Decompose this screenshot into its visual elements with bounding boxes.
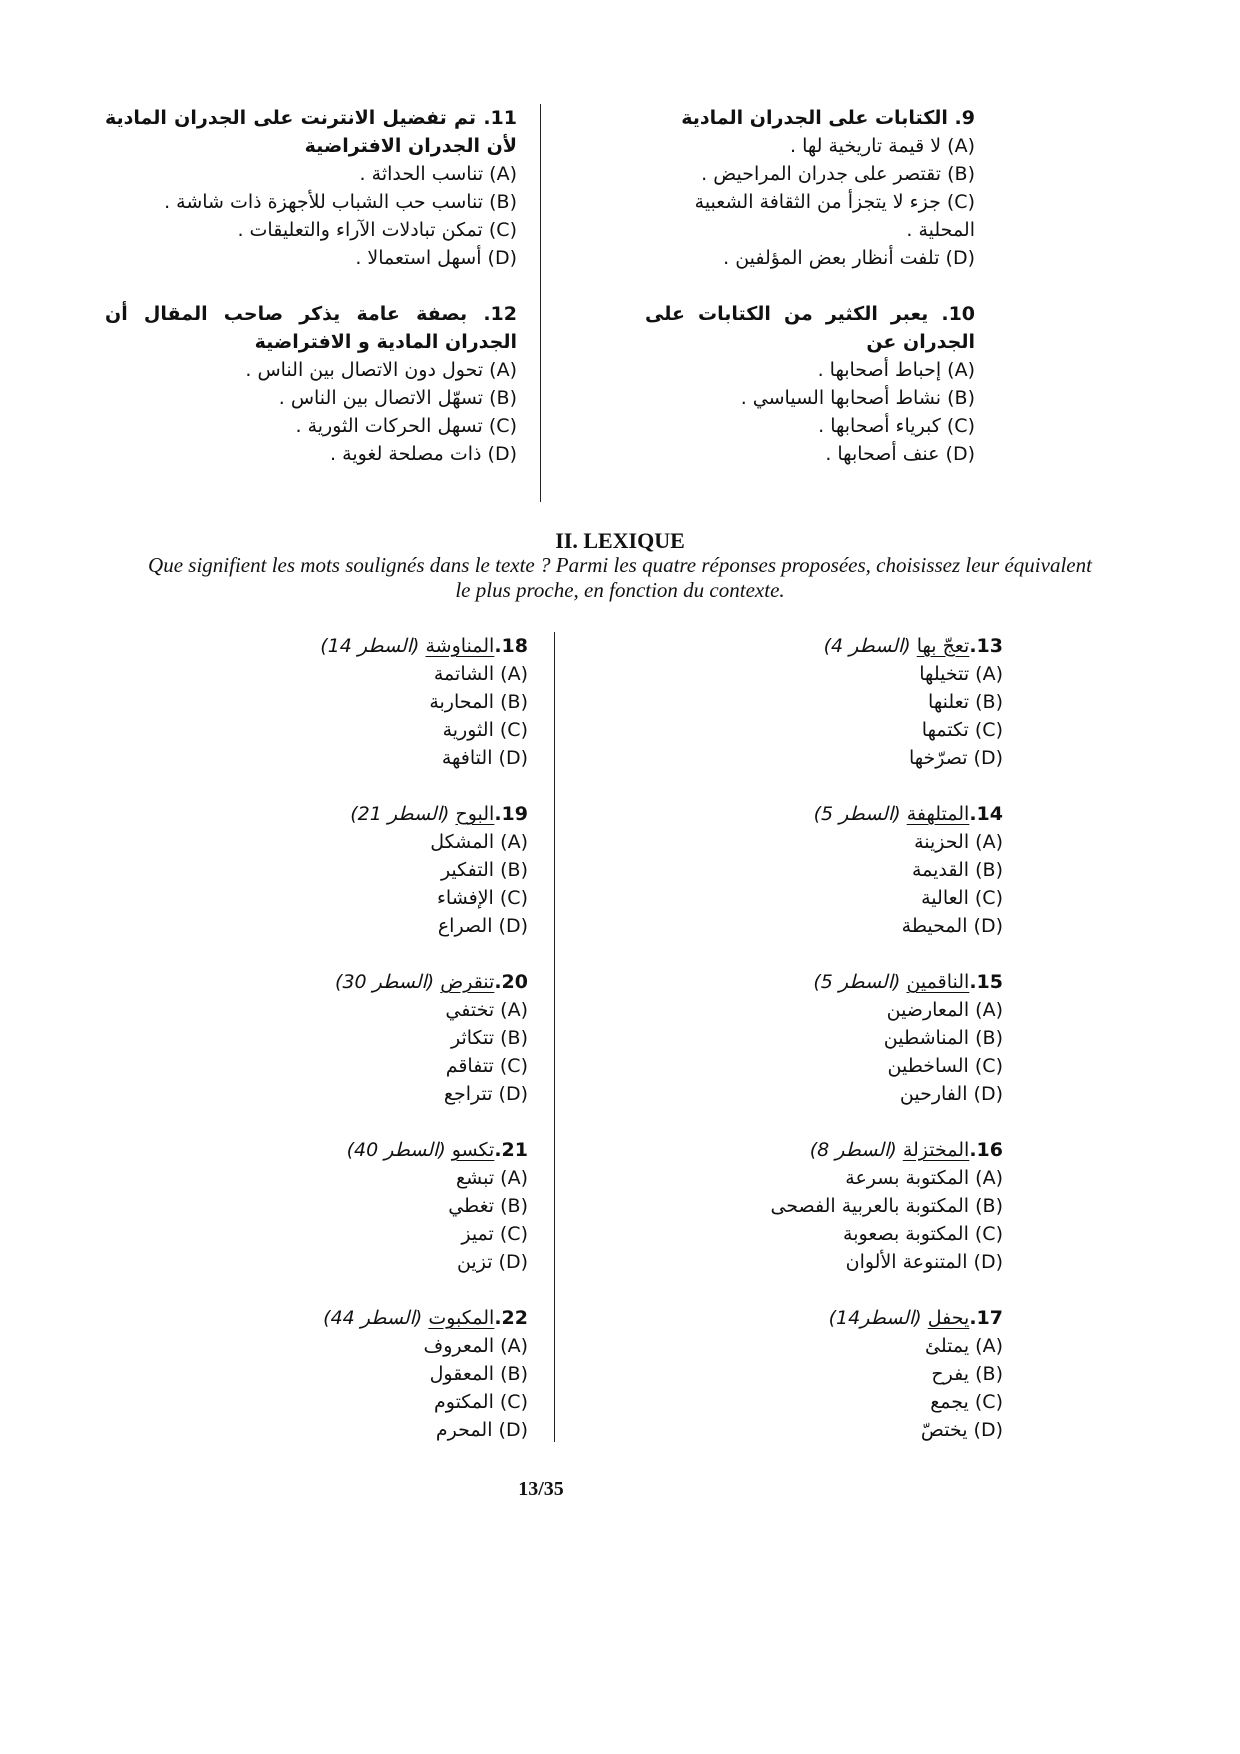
vocabulary-heading — [743, 1136, 1003, 1164]
line-reference: (السطر 5) — [813, 971, 901, 993]
line-reference: (السطر14) — [828, 1307, 922, 1329]
vocabulary-item — [743, 632, 1003, 772]
question-text: يعبر الكثير من الكتابات على الجدران عن — [645, 303, 975, 353]
question-number: 9. — [954, 107, 975, 129]
answer-option: (A) تبشع — [456, 1167, 528, 1189]
vocabulary-item — [743, 1136, 1003, 1276]
question-block — [105, 104, 517, 272]
answer-option: (D) الفارحين — [899, 1083, 1003, 1105]
answer-option: (A) تناسب الحداثة . — [359, 163, 517, 185]
question-heading — [105, 104, 517, 160]
answer-option: (B) يفرح — [931, 1363, 1003, 1385]
answer-option: (A) تختفي — [445, 999, 528, 1021]
question-heading — [645, 300, 975, 356]
answer-option: (D) يختصّ — [920, 1419, 1003, 1441]
answer-option: (B) نشاط أصحابها السياسي . — [740, 387, 975, 409]
vocabulary-heading — [743, 632, 1003, 660]
lexique-column-left — [288, 632, 528, 1472]
answer-option: (B) تعلنها — [928, 691, 1003, 713]
question-text: الكتابات على الجدران المادية — [681, 107, 948, 129]
question-number: 13. — [969, 635, 1003, 657]
question-text: بصفة عامة يذكر صاحب المقال أن الجدران المادية و الافتراضية — [105, 303, 517, 353]
underlined-word: تنقرض — [440, 971, 495, 993]
vocabulary-item — [288, 800, 528, 940]
questions-column-right — [645, 104, 975, 496]
vocabulary-item — [743, 1304, 1003, 1444]
answer-option: (C) جزء لا يتجزأ من الثقافة الشعبية المحلية . — [694, 191, 975, 241]
answer-option: (A) الشاتمة — [433, 663, 528, 685]
answer-option: (B) تناسب حب الشباب للأجهزة ذات شاشة . — [164, 191, 517, 213]
vocabulary-item — [288, 968, 528, 1108]
answer-option: (D) المحيطة — [901, 915, 1003, 937]
question-number: 10. — [941, 303, 976, 325]
answer-option: (A) المشكل — [430, 831, 528, 853]
answer-option: (B) المناشطين — [883, 1027, 1003, 1049]
answer-option: (D) ذات مصلحة لغوية . — [330, 443, 517, 465]
answer-option: (C) تمكن تبادلات الآراء والتعليقات . — [237, 219, 517, 241]
question-number: 20. — [494, 971, 528, 993]
section-title: II. LEXIQUE — [555, 528, 685, 553]
answer-option: (D) تلفت أنظار بعض المؤلفين . — [723, 247, 975, 269]
line-reference: (السطر 8) — [809, 1139, 897, 1161]
line-reference: (السطر 30) — [335, 971, 435, 993]
vocabulary-item — [288, 632, 528, 772]
underlined-word: المناوشة — [425, 635, 495, 657]
questions-column-left — [105, 104, 517, 496]
line-reference: (السطر 4) — [823, 635, 911, 657]
underlined-word: المكبوت — [428, 1307, 495, 1329]
answer-option: (D) المتنوعة الألوان — [845, 1251, 1003, 1273]
answer-option: (C) المكتوبة بصعوبة — [843, 1223, 1003, 1245]
question-number: 16. — [969, 1139, 1003, 1161]
answer-option: (B) تتكاثر — [451, 1027, 528, 1049]
vocabulary-heading — [288, 632, 528, 660]
section-instructions: Que signifient les mots soulignés dans le texte ? Parmi les quatre réponses proposées, choisissez leur équivalent le plus proche, en fonction du contexte. — [148, 553, 1092, 602]
lexique-column-right — [743, 632, 1003, 1472]
underlined-word: يحفل — [927, 1307, 970, 1329]
answer-option: (C) الثورية — [442, 719, 528, 741]
question-number: 14. — [969, 803, 1003, 825]
answer-option: (B) المحاربة — [429, 691, 528, 713]
answer-option: (B) المكتوبة بالعربية الفصحى — [770, 1195, 1003, 1217]
answer-option: (D) تتراجع — [443, 1083, 528, 1105]
answer-option: (D) التافهة — [441, 747, 528, 769]
line-reference: (السطر 5) — [813, 803, 901, 825]
question-number: 11. — [483, 107, 517, 129]
vocabulary-heading — [288, 968, 528, 996]
question-number: 19. — [494, 803, 528, 825]
question-number: 15. — [969, 971, 1003, 993]
answer-option: (D) الصراع — [437, 915, 528, 937]
question-heading — [645, 104, 975, 132]
underlined-word: المختزلة — [902, 1139, 970, 1161]
underlined-word: تكسو — [451, 1139, 495, 1161]
answer-option: (A) إحباط أصحابها . — [817, 359, 975, 381]
vocabulary-heading — [288, 1136, 528, 1164]
answer-option: (B) القديمة — [911, 859, 1003, 881]
answer-option: (D) أسهل استعمالا . — [355, 247, 517, 269]
answer-option: (A) لا قيمة تاريخية لها . — [790, 135, 975, 157]
answer-option: (B) المعقول — [429, 1363, 528, 1385]
answer-option: (B) تغطي — [448, 1195, 528, 1217]
line-reference: (السطر 44) — [323, 1307, 423, 1329]
question-number: 18. — [494, 635, 528, 657]
answer-option: (D) تصرّخها — [908, 747, 1003, 769]
answer-option: (C) الإفشاء — [436, 887, 528, 909]
question-number: 21. — [494, 1139, 528, 1161]
page-number: 13/35 — [518, 1478, 564, 1500]
question-block — [105, 300, 517, 468]
question-number: 22. — [494, 1307, 528, 1329]
column-divider-lexique — [554, 632, 555, 1442]
answer-option: (C) تكتمها — [921, 719, 1003, 741]
question-number: 17. — [969, 1307, 1003, 1329]
answer-option: (C) العالية — [921, 887, 1003, 909]
question-text: تم تفضيل الانترنت على الجدران المادية لأن الجدران الافتراضية — [105, 107, 517, 157]
answer-option: (C) تميز — [461, 1223, 528, 1245]
vocabulary-item — [743, 800, 1003, 940]
answer-option: (B) التفكير — [440, 859, 528, 881]
vocabulary-heading — [288, 800, 528, 828]
answer-option: (A) المعروف — [423, 1335, 528, 1357]
answer-option: (C) يجمع — [930, 1391, 1003, 1413]
vocabulary-heading — [743, 800, 1003, 828]
question-block — [645, 104, 975, 272]
answer-option: (A) تحول دون الاتصال بين الناس . — [245, 359, 517, 381]
answer-option: (C) تسهل الحركات الثورية . — [295, 415, 517, 437]
line-reference: (السطر 40) — [346, 1139, 446, 1161]
answer-option: (C) المكتوم — [433, 1391, 528, 1413]
question-heading — [105, 300, 517, 356]
answer-option: (B) تسهّل الاتصال بين الناس . — [278, 387, 517, 409]
question-block — [645, 300, 975, 468]
underlined-word: المتلهفة — [906, 803, 970, 825]
answer-option: (C) تتفاقم — [445, 1055, 528, 1077]
underlined-word: البوح — [455, 803, 495, 825]
answer-option: (C) الساخطين — [887, 1055, 1003, 1077]
answer-option: (A) المكتوبة بسرعة — [845, 1167, 1003, 1189]
column-divider-top — [540, 104, 541, 502]
question-number: 12. — [483, 303, 517, 325]
vocabulary-heading — [743, 968, 1003, 996]
answer-option: (A) الحزينة — [914, 831, 1003, 853]
answer-option: (D) عنف أصحابها . — [825, 443, 975, 465]
line-reference: (السطر 14) — [320, 635, 420, 657]
answer-option: (C) كبرياء أصحابها . — [818, 415, 975, 437]
answer-option: (A) المعارضين — [886, 999, 1003, 1021]
answer-option: (B) تقتصر على جدران المراحيض . — [701, 163, 975, 185]
answer-option: (A) تتخيلها — [919, 663, 1003, 685]
vocabulary-item — [288, 1304, 528, 1444]
vocabulary-item — [288, 1136, 528, 1276]
answer-option: (D) تزين — [456, 1251, 528, 1273]
underlined-word: الناقمين — [906, 971, 970, 993]
line-reference: (السطر 21) — [350, 803, 450, 825]
answer-option: (D) المحرم — [435, 1419, 528, 1441]
vocabulary-item — [743, 968, 1003, 1108]
vocabulary-heading — [288, 1304, 528, 1332]
vocabulary-heading — [743, 1304, 1003, 1332]
underlined-word: تعجّ بها — [916, 635, 970, 657]
answer-option: (A) يمتلئ — [924, 1335, 1003, 1357]
